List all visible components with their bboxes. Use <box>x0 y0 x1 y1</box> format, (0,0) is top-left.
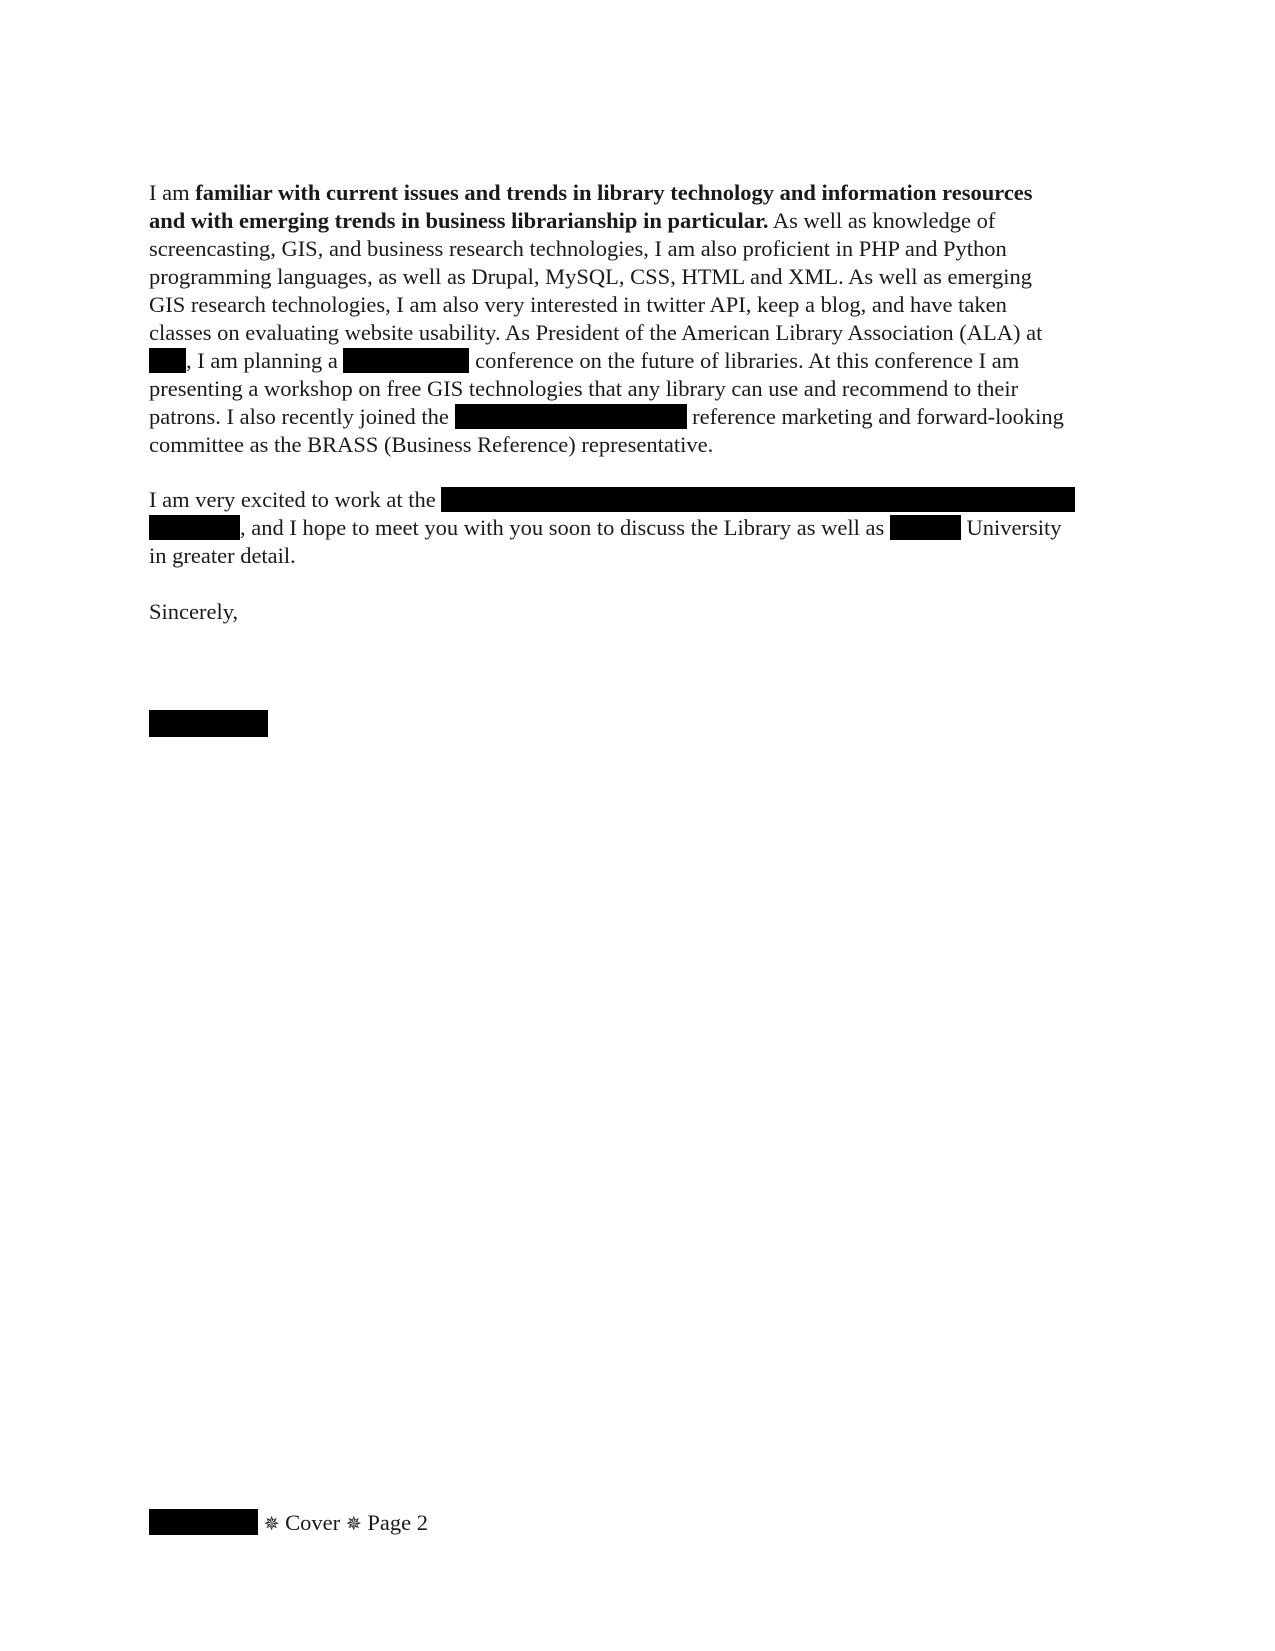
text-line: programming languages, as well as Drupal, MySQL, CSS, HTML and XML. As well as emerging <box>149 264 1033 289</box>
signature-redaction <box>149 710 268 737</box>
text-line: screencasting, GIS, and business research technologies, I am also proficient in PHP and Python <box>149 236 1007 261</box>
text-line: GIS research technologies, I am also very interested in twitter API, keep a blog, and have taken <box>149 292 1007 317</box>
text-span: I am <box>149 180 196 205</box>
closing-salutation: Sincerely, <box>149 599 239 624</box>
footer-section: Cover <box>285 1510 341 1535</box>
text-line: presenting a workshop on free GIS technologies that any library can use and recommend to their <box>149 376 1019 401</box>
text-line <box>149 486 1124 514</box>
text-span: reference marketing and forward-looking <box>686 404 1064 429</box>
text-span: , and I hope to meet you with you soon to discuss the Library as well as <box>240 515 890 540</box>
paragraph-closing-remarks <box>149 486 1124 570</box>
redaction-block <box>149 515 240 540</box>
footer-name-redaction <box>149 1509 258 1535</box>
text-span: University <box>960 515 1062 540</box>
bold-text: and with emerging trends in business librarianship in particular. <box>149 208 769 233</box>
redaction-block <box>455 404 687 429</box>
paragraph-skills <box>149 179 1124 459</box>
redaction-block <box>149 348 186 373</box>
text-span: As well as knowledge of <box>768 208 996 233</box>
text-span: patrons. I also recently joined the <box>149 404 455 429</box>
text-line <box>149 403 1124 431</box>
text-span: conference on the future of libraries. At this conference I am <box>469 348 1020 373</box>
asterisk-separator-icon: ✵ <box>345 1514 362 1535</box>
redaction-block <box>343 348 469 373</box>
text-line: in greater detail. <box>149 543 296 568</box>
footer-page-number: Page 2 <box>367 1510 428 1535</box>
text-span: I am very excited to work at the <box>149 487 442 512</box>
bold-text: familiar with current issues and trends in library technology and information resources <box>195 180 1033 205</box>
text-line <box>149 514 1124 542</box>
text-span: , I am planning a <box>186 348 344 373</box>
redaction-block <box>890 515 961 540</box>
redaction-block <box>441 487 1075 512</box>
text-line: committee as the BRASS (Business Reference) representative. <box>149 432 714 457</box>
text-line: classes on evaluating website usability. As President of the American Library Association (ALA) at <box>149 320 1043 345</box>
text-line <box>149 347 1124 375</box>
page-footer <box>149 1509 428 1539</box>
asterisk-separator-icon: ✵ <box>263 1514 280 1535</box>
text-line <box>149 207 1124 235</box>
text-line <box>149 179 1124 207</box>
